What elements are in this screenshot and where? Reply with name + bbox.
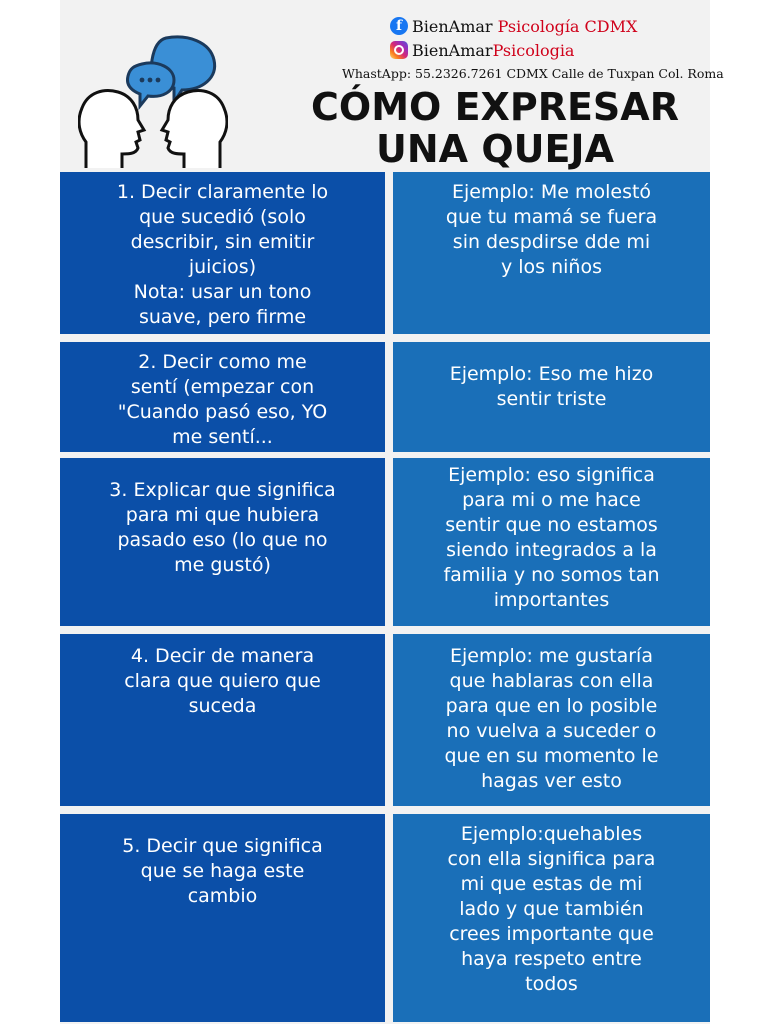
- two-heads-talking-icon: [78, 30, 228, 170]
- example-cell-2: [393, 342, 710, 452]
- step-row-2: [60, 342, 710, 452]
- instagram-icon: [390, 41, 408, 59]
- facebook-handle[interactable]: [390, 14, 710, 38]
- facebook-icon: f: [390, 17, 408, 35]
- poster: [60, 0, 724, 1024]
- instagram-handle[interactable]: [390, 38, 710, 62]
- step-cell-5: [60, 814, 385, 1022]
- step-text-3: 3. Explicar que significa para mi que hubiera pasado eso (lo que no me gustó): [109, 479, 336, 576]
- example-text-4: Ejemplo: me gustaría que hablaras con ella para que en lo posible no vuelva a suceder o que en su momento le hagas ver esto: [444, 645, 659, 792]
- example-cell-4: [393, 634, 710, 806]
- facebook-brand-red: Psicología CDMX: [497, 16, 638, 36]
- step-row-5: [60, 814, 710, 1022]
- social-links: [390, 14, 710, 62]
- example-cell-3: [393, 458, 710, 626]
- step-text-2: 2. Decir como me sentí (empezar con "Cuando pasó eso, YO me sentí...: [117, 351, 328, 448]
- instagram-brand-red: Psicologia: [492, 40, 575, 60]
- step-text-1: 1. Decir claramente lo que sucedió (solo describir, sin emitir juicios) Nota: usar un tono suave, pero firme: [116, 181, 329, 328]
- step-text-4: 4. Decir de manera clara que quiero que suceda: [124, 645, 321, 717]
- facebook-brand-dark: BienAmar: [412, 16, 493, 36]
- example-cell-5: [393, 814, 710, 1022]
- title-line-1: CÓMO EXPRESAR: [311, 85, 679, 129]
- whatsapp-line: WhastApp: 55.2326.7261 CDMX Calle de Tuxpan Col. Roma: [342, 66, 724, 81]
- step-row-4: [60, 634, 710, 806]
- step-cell-3: [60, 458, 385, 626]
- step-cell-1: [60, 172, 385, 334]
- example-text-3: Ejemplo: eso significa para mi o me hace sentir que no estamos siendo integrados a la familia y no somos tan importantes: [443, 464, 660, 611]
- step-cell-4: [60, 634, 385, 806]
- example-text-1: Ejemplo: Me molestó que tu mamá se fuera sin despdirse dde mi y los niños: [445, 181, 658, 278]
- header: [60, 0, 724, 171]
- title-line-2: UNA QUEJA: [376, 127, 614, 171]
- step-text-5: 5. Decir que significa que se haga este cambio: [122, 835, 323, 907]
- example-text-2: Ejemplo: Eso me hizo sentir triste: [449, 363, 654, 410]
- page-title: [280, 86, 710, 170]
- instagram-brand-dark: BienAmar: [412, 40, 493, 60]
- step-row-3: [60, 458, 710, 626]
- step-row-1: [60, 172, 710, 334]
- example-text-5: Ejemplo:quehables con ella significa para mi que estas de mi lado y que también crees importante que haya respeto entre todos: [447, 823, 656, 995]
- example-cell-1: [393, 172, 710, 334]
- step-cell-2: [60, 342, 385, 452]
